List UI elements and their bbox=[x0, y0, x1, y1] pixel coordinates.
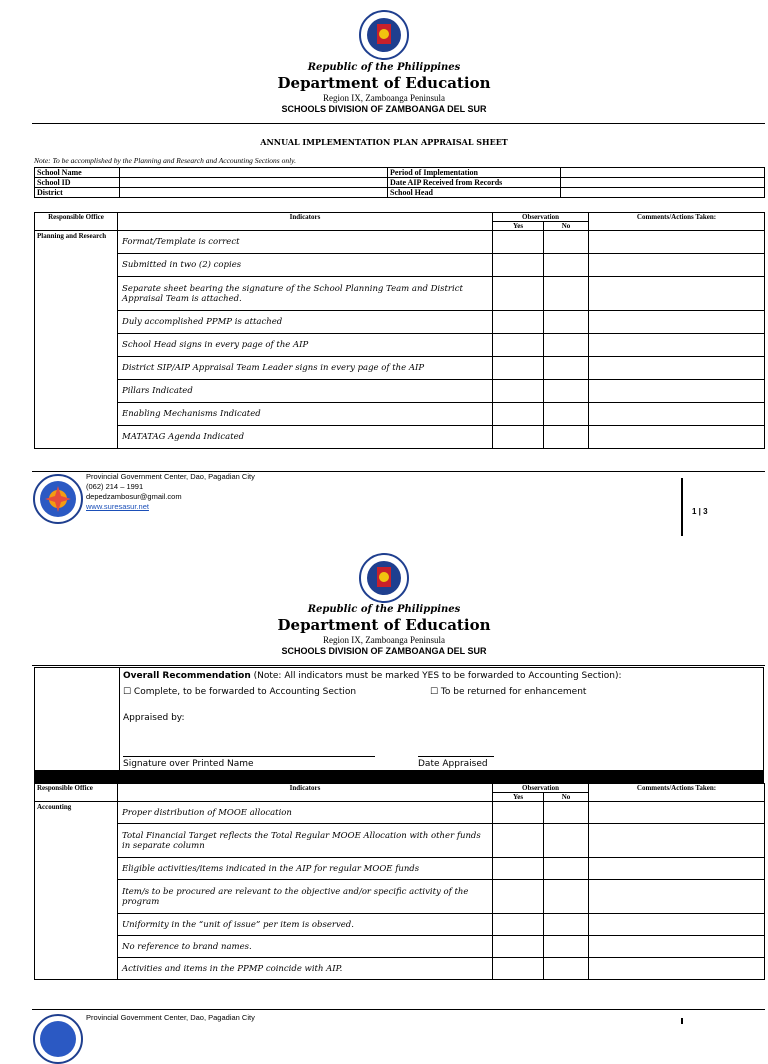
school-head-field[interactable] bbox=[561, 188, 765, 198]
footer-address: Provincial Government Center, Dao, Pagadian City bbox=[86, 1013, 255, 1022]
table-row bbox=[35, 357, 765, 380]
recommendation-title: Overall Recommendation bbox=[123, 671, 251, 681]
indicator-text: No reference to brand names. bbox=[118, 936, 493, 958]
date-appraised-label: Date Appraised bbox=[418, 759, 488, 769]
comment-cell[interactable] bbox=[589, 858, 765, 880]
section-separator-bar bbox=[34, 771, 764, 783]
recommendation-line bbox=[123, 671, 622, 681]
table-row bbox=[35, 958, 765, 980]
header-indicators: Indicators bbox=[118, 213, 493, 231]
division-seal-icon bbox=[33, 474, 83, 524]
school-id-field[interactable] bbox=[120, 178, 388, 188]
comment-cell[interactable] bbox=[589, 824, 765, 858]
department-title: Department of Education bbox=[277, 74, 491, 92]
indicator-text: Item/s to be procured are relevant to the objective and/or specific activity of the program bbox=[118, 880, 493, 914]
department-title: Department of Education bbox=[277, 616, 491, 634]
indicator-text: Uniformity in the “unit of issue” per item is observed. bbox=[118, 914, 493, 936]
division-label: SCHOOLS DIVISION OF ZAMBOANGA DEL SUR bbox=[281, 104, 487, 114]
no-cell[interactable] bbox=[544, 958, 589, 980]
option-complete-checkbox[interactable]: ☐ Complete, to be forwarded to Accounting Section bbox=[123, 687, 357, 697]
sheet-title: ANNUAL IMPLEMENTATION PLAN APPRAISAL SHEET bbox=[260, 137, 508, 147]
header-comments: Comments/Actions Taken: bbox=[589, 784, 765, 802]
comment-cell[interactable] bbox=[589, 357, 765, 380]
indicator-text: Eligible activities/items indicated in the AIP for regular MOOE funds bbox=[118, 858, 493, 880]
no-cell[interactable] bbox=[544, 357, 589, 380]
header-divider bbox=[32, 123, 765, 124]
no-cell[interactable] bbox=[544, 802, 589, 824]
no-cell[interactable] bbox=[544, 824, 589, 858]
date-received-field[interactable] bbox=[561, 178, 765, 188]
signature-label: Signature over Printed Name bbox=[123, 759, 254, 769]
table-row bbox=[35, 231, 765, 254]
recommendation-divider bbox=[119, 668, 120, 771]
republic-label: Republic of the Philippines bbox=[307, 604, 461, 615]
table-row bbox=[35, 403, 765, 426]
page-bar bbox=[681, 478, 683, 536]
yes-cell[interactable] bbox=[493, 334, 544, 357]
deped-seal-icon bbox=[359, 553, 409, 603]
header-yes: Yes bbox=[493, 222, 544, 231]
no-cell[interactable] bbox=[544, 426, 589, 449]
indicator-text: Duly accomplished PPMP is attached bbox=[118, 311, 493, 334]
yes-cell[interactable] bbox=[493, 880, 544, 914]
table-row bbox=[35, 824, 765, 858]
option-return-checkbox[interactable]: ☐ To be returned for enhancement bbox=[430, 687, 587, 697]
republic-label: Republic of the Philippines bbox=[307, 62, 461, 73]
table-row bbox=[35, 426, 765, 449]
yes-cell[interactable] bbox=[493, 403, 544, 426]
table-row bbox=[35, 168, 765, 178]
no-cell[interactable] bbox=[544, 403, 589, 426]
yes-cell[interactable] bbox=[493, 231, 544, 254]
footer-address: Provincial Government Center, Dao, Pagadian City bbox=[86, 472, 255, 481]
no-cell[interactable] bbox=[544, 334, 589, 357]
table-row bbox=[35, 880, 765, 914]
table-header-row bbox=[35, 784, 765, 793]
indicator-text: Activities and items in the PPMP coincide with AIP. bbox=[118, 958, 493, 980]
comment-cell[interactable] bbox=[589, 403, 765, 426]
table-row bbox=[35, 178, 765, 188]
region-label: Region IX, Zamboanga Peninsula bbox=[323, 635, 445, 645]
comment-cell[interactable] bbox=[589, 231, 765, 254]
comment-cell[interactable] bbox=[589, 311, 765, 334]
comment-cell[interactable] bbox=[589, 802, 765, 824]
header-indicators: Indicators bbox=[118, 784, 493, 802]
yes-cell[interactable] bbox=[493, 357, 544, 380]
indicator-text: Enabling Mechanisms Indicated bbox=[118, 403, 493, 426]
no-cell[interactable] bbox=[544, 231, 589, 254]
period-field[interactable] bbox=[561, 168, 765, 178]
yes-cell[interactable] bbox=[493, 380, 544, 403]
office-planning: Planning and Research bbox=[35, 231, 118, 449]
comment-cell[interactable] bbox=[589, 426, 765, 449]
comment-cell[interactable] bbox=[589, 958, 765, 980]
no-cell[interactable] bbox=[544, 311, 589, 334]
yes-cell[interactable] bbox=[493, 311, 544, 334]
indicator-text: Separate sheet bearing the signature of the School Planning Team and District Appraisal Team is attached. bbox=[118, 277, 493, 311]
header-no: No bbox=[544, 793, 589, 802]
division-seal-icon bbox=[33, 1014, 83, 1064]
yes-cell[interactable] bbox=[493, 858, 544, 880]
table-row bbox=[35, 334, 765, 357]
header-office: Responsible Office bbox=[35, 213, 118, 231]
indicator-text: Pillars Indicated bbox=[118, 380, 493, 403]
yes-cell[interactable] bbox=[493, 426, 544, 449]
indicator-text: Submitted in two (2) copies bbox=[118, 254, 493, 277]
indicator-text: District SIP/AIP Appraisal Team Leader signs in every page of the AIP bbox=[118, 357, 493, 380]
comment-cell[interactable] bbox=[589, 334, 765, 357]
date-line bbox=[418, 756, 494, 757]
table-row bbox=[35, 380, 765, 403]
indicator-text: Total Financial Target reflects the Total Regular MOOE Allocation with other funds in separate column bbox=[118, 824, 493, 858]
no-cell[interactable] bbox=[544, 254, 589, 277]
sheet-note: Note: To be accomplished by the Planning and Research and Accounting Sections only. bbox=[34, 156, 296, 165]
header-divider bbox=[32, 665, 765, 666]
yes-cell[interactable] bbox=[493, 254, 544, 277]
district-field[interactable] bbox=[120, 188, 388, 198]
indicator-text: Format/Template is correct bbox=[118, 231, 493, 254]
recommendation-box bbox=[34, 667, 764, 771]
table-row bbox=[35, 311, 765, 334]
no-cell[interactable] bbox=[544, 936, 589, 958]
school-id-label: School ID bbox=[35, 178, 120, 188]
header-yes: Yes bbox=[493, 793, 544, 802]
no-cell[interactable] bbox=[544, 277, 589, 311]
indicator-text: Proper distribution of MOOE allocation bbox=[118, 802, 493, 824]
comment-cell[interactable] bbox=[589, 254, 765, 277]
table-row bbox=[35, 858, 765, 880]
header-observation: Observation bbox=[493, 213, 589, 222]
comment-cell[interactable] bbox=[589, 914, 765, 936]
recommendation-note: (Note: All indicators must be marked YES to be forwarded to Accounting Section): bbox=[250, 671, 622, 681]
yes-cell[interactable] bbox=[493, 824, 544, 858]
school-name-label: School Name bbox=[35, 168, 120, 178]
table-row bbox=[35, 188, 765, 198]
comment-cell[interactable] bbox=[589, 380, 765, 403]
footer-contact bbox=[86, 472, 255, 512]
yes-cell[interactable] bbox=[493, 936, 544, 958]
no-cell[interactable] bbox=[544, 880, 589, 914]
comment-cell[interactable] bbox=[589, 277, 765, 311]
header-comments: Comments/Actions Taken: bbox=[589, 213, 765, 231]
indicator-text: School Head signs in every page of the AIP bbox=[118, 334, 493, 357]
comment-cell[interactable] bbox=[589, 880, 765, 914]
office-accounting: Accounting bbox=[35, 802, 118, 980]
table-row bbox=[35, 254, 765, 277]
district-label: District bbox=[35, 188, 120, 198]
planning-indicators-table bbox=[34, 212, 765, 449]
yes-cell[interactable] bbox=[493, 277, 544, 311]
footer-email: depedzambosur@gmail.com bbox=[86, 492, 182, 501]
no-cell[interactable] bbox=[544, 858, 589, 880]
footer-divider bbox=[32, 1009, 765, 1010]
table-row bbox=[35, 914, 765, 936]
division-label: SCHOOLS DIVISION OF ZAMBOANGA DEL SUR bbox=[281, 646, 487, 656]
comment-cell[interactable] bbox=[589, 936, 765, 958]
table-row bbox=[35, 802, 765, 824]
header-office: Responsible Office bbox=[35, 784, 118, 802]
date-received-label: Date AIP Received from Records bbox=[388, 178, 561, 188]
page-number: 1 | 3 bbox=[692, 507, 708, 516]
table-header-row bbox=[35, 213, 765, 222]
header-observation: Observation bbox=[493, 784, 589, 793]
region-label: Region IX, Zamboanga Peninsula bbox=[323, 93, 445, 103]
yes-cell[interactable] bbox=[493, 914, 544, 936]
yes-cell[interactable] bbox=[493, 802, 544, 824]
deped-seal-icon bbox=[359, 10, 409, 60]
appraised-by-label: Appraised by: bbox=[123, 713, 185, 723]
accounting-indicators-table bbox=[34, 783, 765, 980]
school-head-label: School Head bbox=[388, 188, 561, 198]
table-row bbox=[35, 936, 765, 958]
signature-line bbox=[123, 756, 375, 757]
period-label: Period of Implementation bbox=[388, 168, 561, 178]
no-cell[interactable] bbox=[544, 380, 589, 403]
footer-phone: (062) 214 – 1991 bbox=[86, 482, 144, 491]
yes-cell[interactable] bbox=[493, 958, 544, 980]
table-row bbox=[35, 277, 765, 311]
no-cell[interactable] bbox=[544, 914, 589, 936]
page-bar bbox=[681, 1018, 683, 1024]
footer-website-link[interactable]: www.suresasur.net bbox=[86, 502, 149, 511]
indicator-text: MATATAG Agenda Indicated bbox=[118, 426, 493, 449]
school-name-field[interactable] bbox=[120, 168, 388, 178]
header-no: No bbox=[544, 222, 589, 231]
school-info-table bbox=[34, 167, 765, 198]
